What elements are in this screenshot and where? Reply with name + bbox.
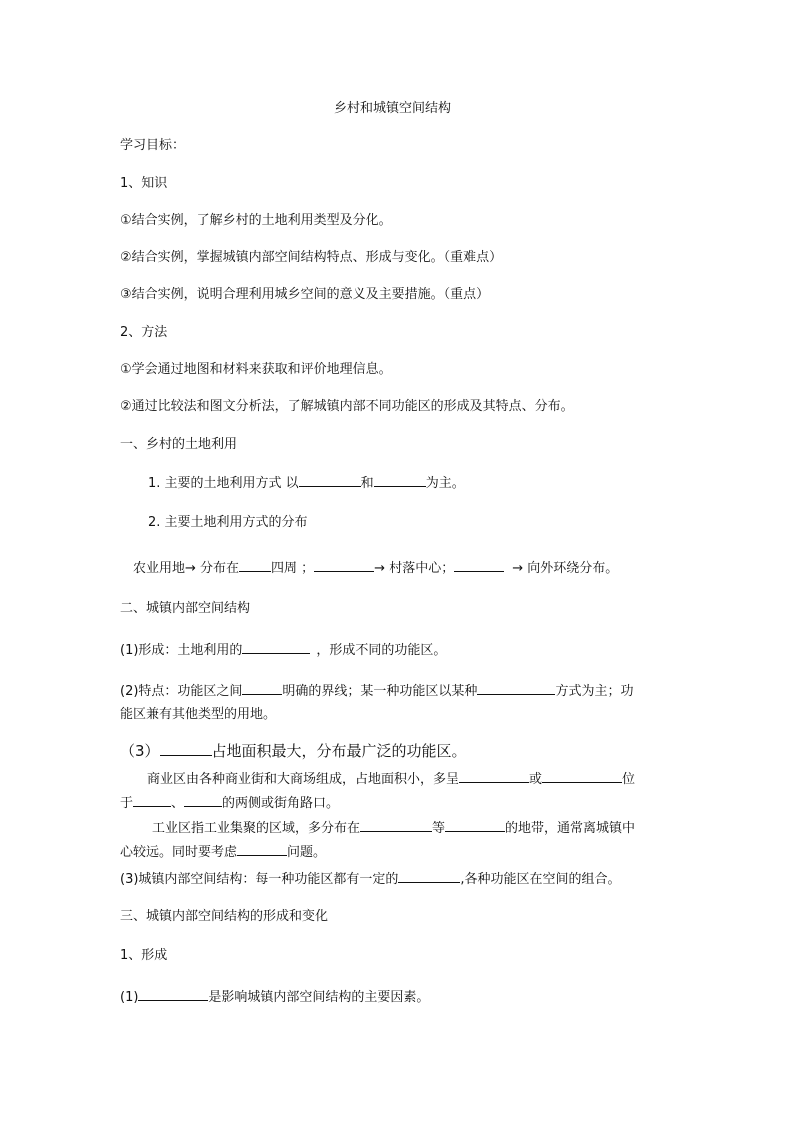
section1-q2: 2. 主要土地利用方式的分布 — [148, 515, 308, 530]
section1-q1 — [148, 473, 465, 493]
p4-text-d: 于 — [120, 796, 134, 811]
page-title: 乡村和城镇空间结构 — [334, 101, 452, 116]
p2-text-b: 明确的界线；某一种功能区以某种 — [282, 684, 478, 699]
p3-text-b: 占地面积最大，分布最广泛的功能区。 — [211, 742, 467, 760]
knowledge-item-2: ②结合实例，掌握城镇内部空间结构特点、形成与变化。（重难点） — [120, 250, 503, 265]
p2-text-a: (2)特点：功能区之间 — [120, 684, 243, 699]
section2-p4-line2 — [120, 793, 339, 813]
p6-text-b: ,各种功能区在空间的组合。 — [460, 872, 621, 887]
section1-q3 — [133, 558, 618, 578]
blank[interactable] — [445, 818, 505, 832]
blank[interactable] — [239, 558, 271, 572]
knowledge-item-1: ①结合实例，了解乡村的土地利用类型及分化。 — [120, 213, 392, 228]
q3-text-a: 农业用地→ 分布在 — [133, 561, 240, 576]
section2-p2-line2: 能区兼有其他类型的用地。 — [120, 707, 277, 722]
blank[interactable] — [374, 473, 426, 487]
p2-text-c: 方式为主；功 — [555, 684, 634, 699]
section3-heading: 三、城镇内部空间结构的形成和变化 — [120, 909, 329, 924]
p4-text-e: 、 — [171, 796, 185, 811]
p3-text-a: （3） — [120, 742, 160, 760]
p1-text-a: (1)形成：土地利用的 — [120, 643, 243, 658]
q3-text-d: → 向外环绕分布。 — [512, 561, 619, 576]
p4-text-f: 的两侧或街角路口。 — [222, 796, 340, 811]
q3-text-c: → 村落中心； — [374, 561, 455, 576]
p4-text-a: 商业区由各种商业街和大商场组成，占地面积小，多呈 — [147, 772, 460, 787]
knowledge-heading: 1、知识 — [120, 176, 168, 191]
p5-text-b: 等 — [432, 821, 446, 836]
s3p1-text-a: (1) — [120, 990, 139, 1005]
blank[interactable] — [242, 640, 310, 654]
blank[interactable] — [299, 473, 361, 487]
section2-p1 — [120, 640, 446, 660]
blank[interactable] — [360, 818, 432, 832]
methods-item-1: ①学会通过地图和材料来获取和评价地理信息。 — [120, 362, 392, 377]
section2-p6 — [120, 869, 621, 889]
q1-text-b: 和 — [360, 476, 374, 491]
section2-heading: 二、城镇内部空间结构 — [120, 601, 251, 616]
section2-p4-line1 — [147, 769, 635, 789]
p4-text-c: 位 — [622, 772, 636, 787]
blank[interactable] — [184, 793, 222, 807]
p1-text-b: ，形成不同的功能区。 — [316, 643, 447, 658]
blank[interactable] — [459, 769, 529, 783]
blank[interactable] — [242, 681, 282, 695]
blank[interactable] — [542, 769, 622, 783]
section3-sub1: 1、形成 — [120, 948, 168, 963]
blank[interactable] — [454, 558, 504, 572]
section2-p3 — [120, 742, 467, 760]
q3-text-b: 四周 ； — [271, 561, 315, 576]
p5-text-c: 的地带，通常离城镇中 — [505, 821, 636, 836]
blank[interactable] — [398, 869, 460, 883]
section1-heading: 一、乡村的土地利用 — [120, 437, 238, 452]
p6-text-a: (3)城镇内部空间结构：每一种功能区都有一定的 — [120, 872, 399, 887]
q1-text-a: 1. 主要的土地利用方式 以 — [148, 476, 299, 491]
section2-p2-line1 — [120, 681, 633, 701]
blank[interactable] — [138, 987, 208, 1001]
q1-text-c: 为主。 — [425, 476, 465, 491]
blank[interactable] — [477, 681, 555, 695]
knowledge-item-3: ③结合实例，说明合理利用城乡空间的意义及主要措施。（重点） — [120, 287, 490, 302]
p5-text-d: 心较远。同时要考虑 — [120, 845, 238, 860]
s3p1-text-b: 是影响城镇内部空间结构的主要因素。 — [208, 990, 430, 1005]
p5-text-a: 工业区指工业集聚的区域，多分布在 — [152, 821, 361, 836]
blank[interactable] — [133, 793, 171, 807]
objectives-heading: 学习目标： — [120, 138, 186, 153]
blank[interactable] — [160, 742, 212, 756]
section2-p5-line1 — [152, 818, 635, 838]
section3-p1 — [120, 987, 429, 1007]
blank[interactable] — [314, 558, 374, 572]
methods-heading: 2、方法 — [120, 325, 168, 340]
section2-p5-line2 — [120, 842, 326, 862]
p4-text-b: 或 — [529, 772, 543, 787]
blank[interactable] — [237, 842, 287, 856]
p5-text-e: 问题。 — [287, 845, 327, 860]
methods-item-2: ②通过比较法和图文分析法，了解城镇内部不同功能区的形成及其特点、分布。 — [120, 399, 574, 414]
